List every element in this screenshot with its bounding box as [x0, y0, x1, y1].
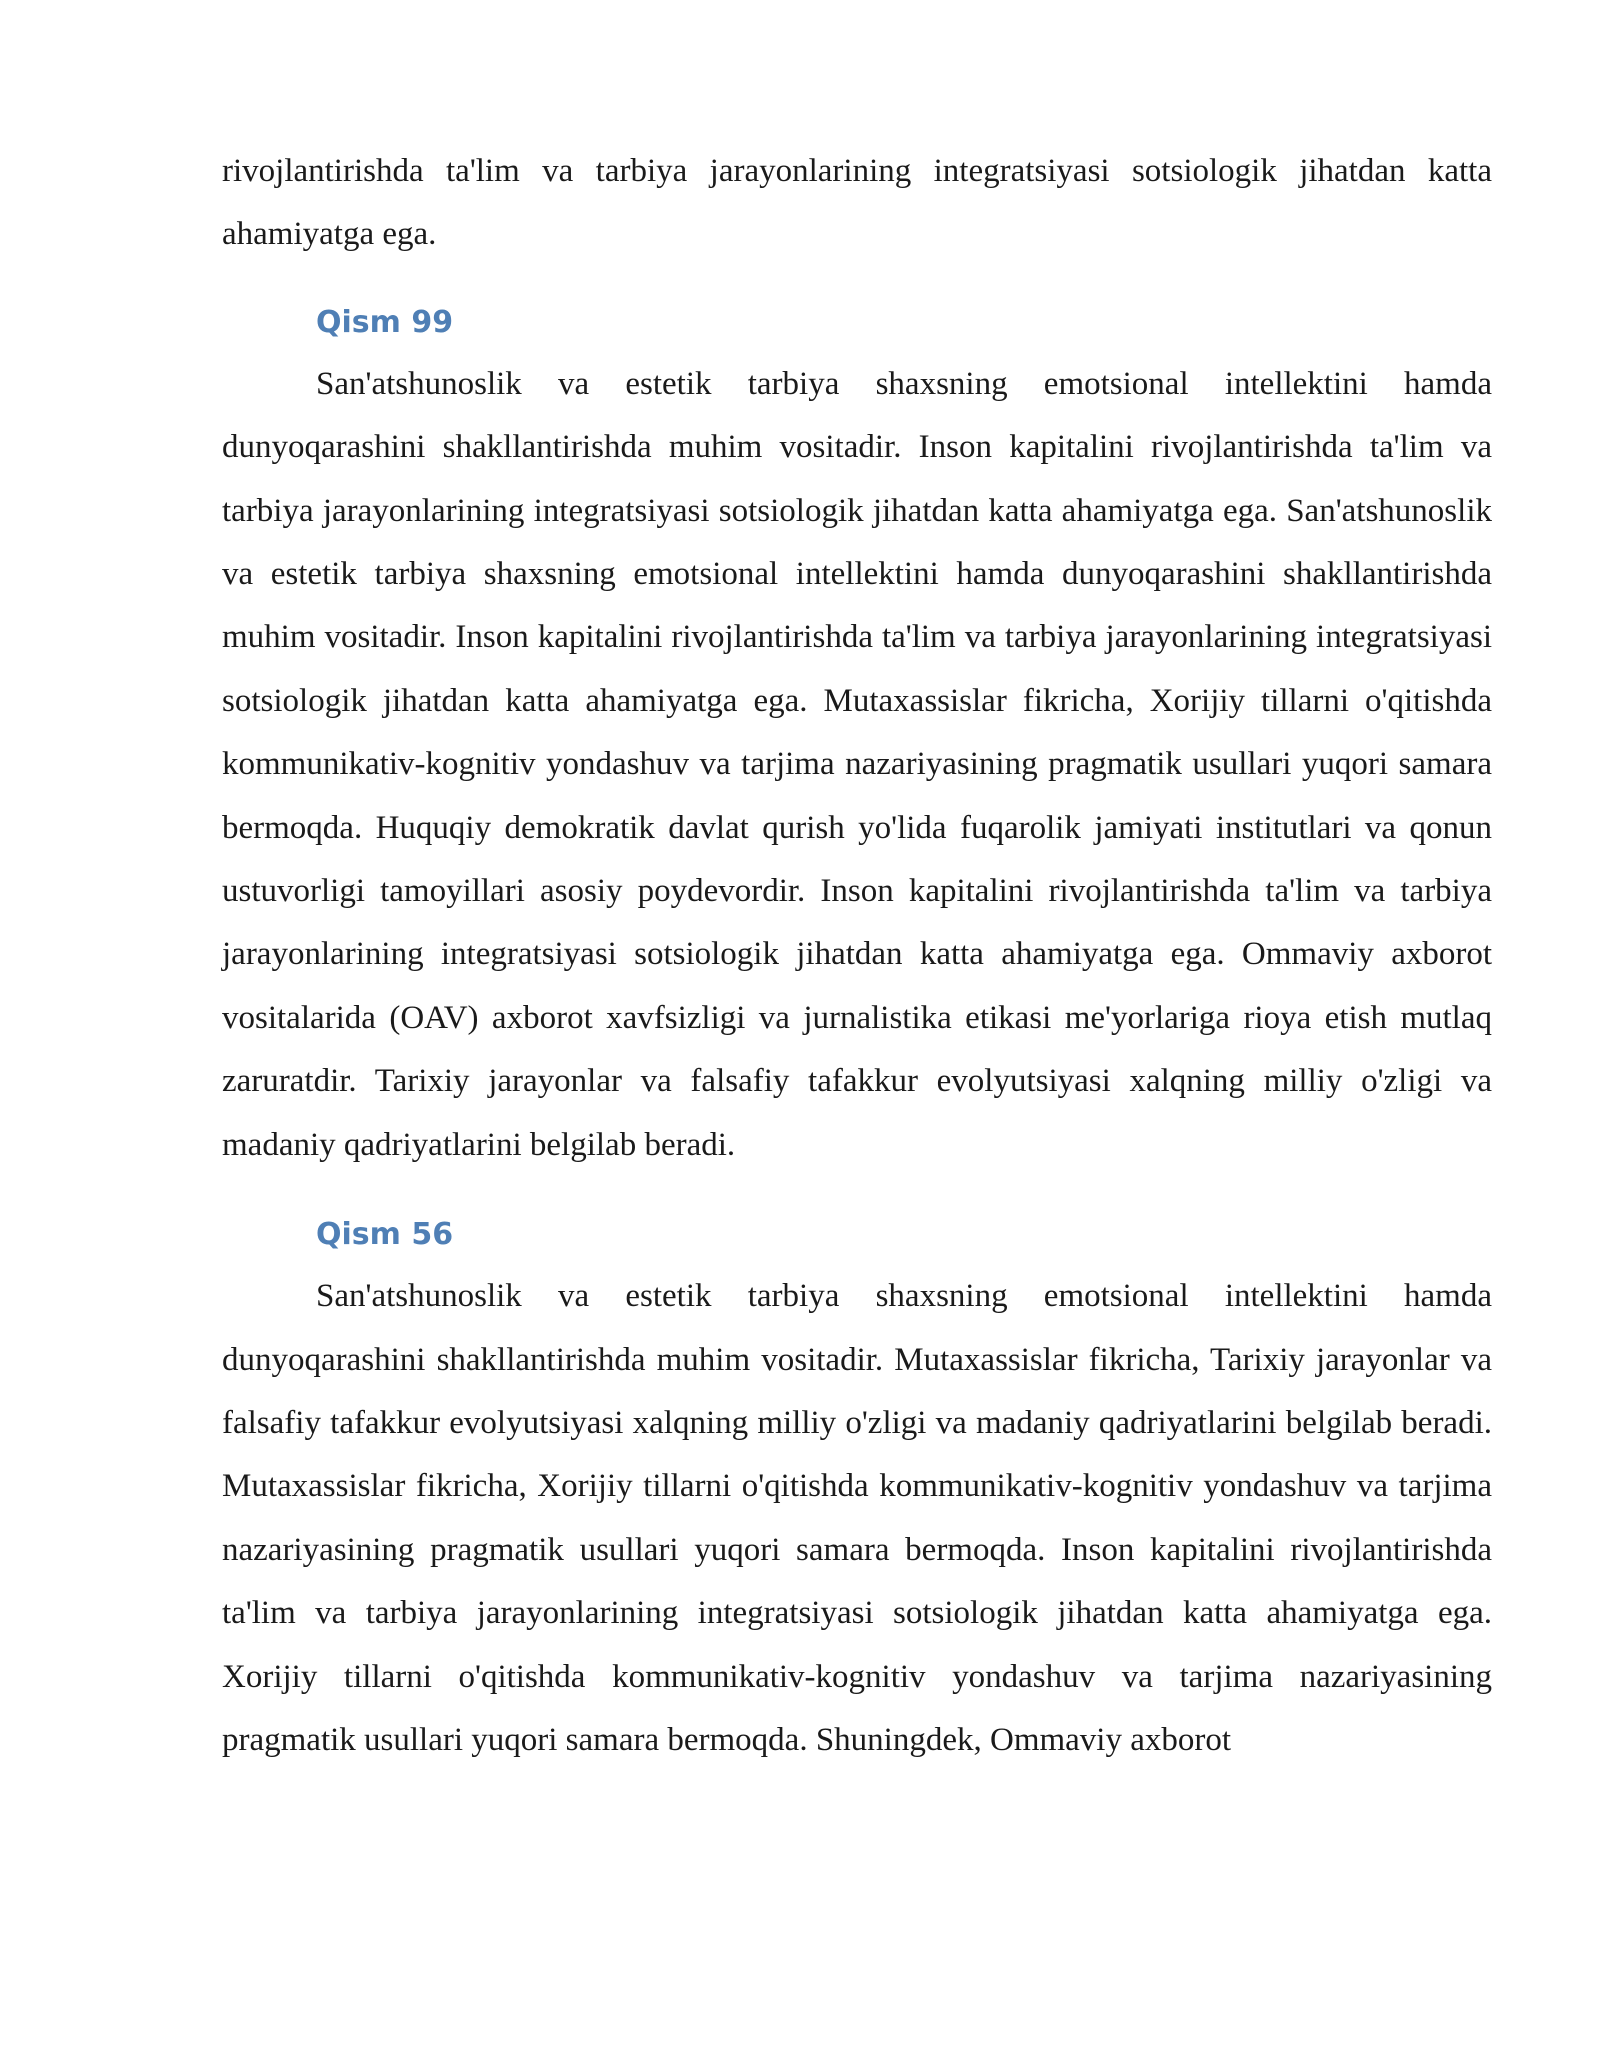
section-body-qism-99: San'atshunoslik va estetik tarbiya shaxsning emotsional intellektini hamda dunyoqarashini shakllantirishda muhim vositadir. Inson kapitalini rivojlantirishda ta'lim va tarbiya jarayonlarining integratsiyasi sotsiologik jihatdan katta ahamiyatga ega. San'atshunoslik va estetik tarbiya shaxsning emotsional intellektini hamda dunyoqarashini shakllantirishda muhim vositadir. Inson kapitalini rivojlantirishda ta'lim va tarbiya jarayonlarining integratsiyasi sotsiologik jihatdan katta ahamiyatga ega. Mutaxassislar fikricha, Xorijiy tillarni o'qitishda kommunikativ-kognitiv yondashuv va tarjima nazariyasining pragmatik usullari yuqori samara bermoqda. Huquqiy demokratik davlat qurish yo'lida fuqarolik jamiyati institutlari va qonun ustuvorligi tamoyillari asosiy poydevordir. Inson kapitalini rivojlantirishda ta'lim va tarbiya jarayonlarining integratsiyasi sotsiologik jihatdan katta ahamiyatga ega. Ommaviy axborot vositalarida (OAV) axborot xavfsizligi va jurnalistika etikasi me'yorlariga rioya etish mutlaq zaruratdir. Tarixiy jarayonlar va falsafiy tafakkur evolyutsiyasi xalqning milliy o'zligi va madaniy qadriyatlarini belgilab beradi. [222, 365, 1492, 1163]
document-page [222, 140, 1492, 1772]
section-body-qism-56: San'atshunoslik va estetik tarbiya shaxsning emotsional intellektini hamda dunyoqarashini shakllantirishda muhim vositadir. Mutaxassislar fikricha, Tarixiy jarayonlar va falsafiy tafakkur evolyutsiyasi xalqning milliy o'zligi va madaniy qadriyatlarini belgilab beradi. Mutaxassislar fikricha, Xorijiy tillarni o'qitishda kommunikativ-kognitiv yondashuv va tarjima nazariyasining pragmatik usullari yuqori samara bermoqda. Inson kapitalini rivojlantirishda ta'lim va tarbiya jarayonlarining integratsiyasi sotsiologik jihatdan katta ahamiyatga ega. Xorijiy tillarni o'qitishda kommunikativ-kognitiv yondashuv va tarjima nazariyasining pragmatik usullari yuqori samara bermoqda. Shuningdek, Ommaviy axborot [222, 1278, 1492, 1758]
section-heading-qism-56: Qism 56 [316, 1217, 454, 1253]
intro-paragraph: rivojlantirishda ta'lim va tarbiya jarayonlarining integratsiyasi sotsiologik jihatdan katta ahamiyatga ega. [222, 153, 1492, 253]
section-heading-qism-99: Qism 99 [316, 304, 454, 340]
